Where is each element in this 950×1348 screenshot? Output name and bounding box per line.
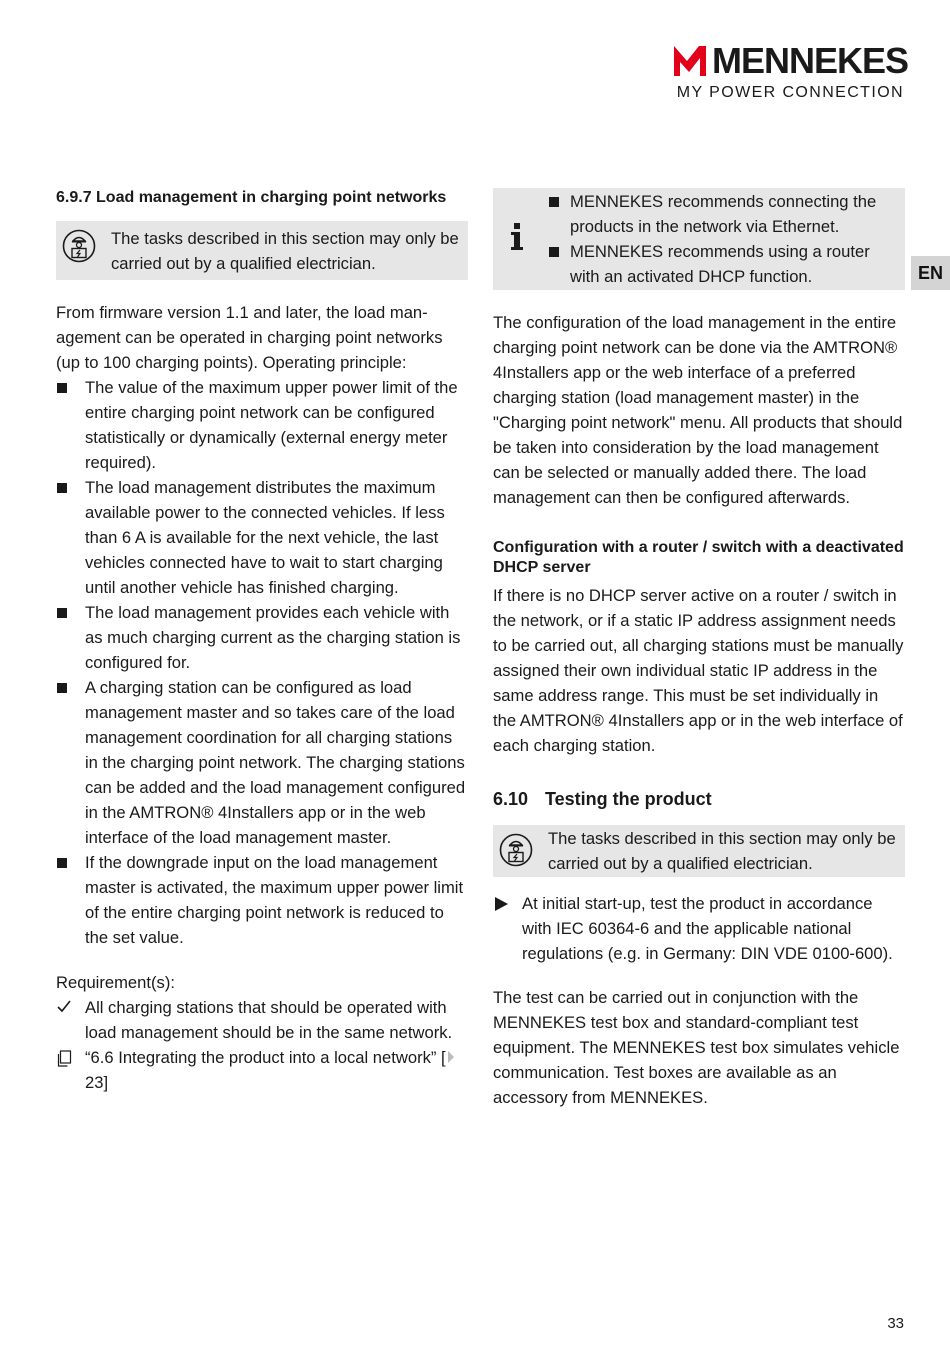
bullet-square-icon: [57, 683, 67, 693]
mennekes-logo-mark-icon: [674, 46, 706, 76]
dhcp-subheading: Configuration with a router / switch with a deactivated DHCP server: [493, 539, 904, 576]
brand-name: MENNEKES: [712, 40, 909, 81]
action-step: At initial start-up, test the product in accordance with IEC 60364-6 and the applicable national regulations (e.g. in Germany: DIN VDE 0100-600).: [493, 891, 905, 966]
intro-paragraph: From firmware version 1.1 and later, the load management can be operated in charging point networks (up to 100 charging points). Operating principle:: [56, 303, 443, 372]
qualified-electrician-notice: [493, 825, 905, 877]
info-icon: [508, 223, 526, 251]
dhcp-paragraph: If there is no DHCP server active on a router / switch in the network, or if a static IP address assignment needs to be carried out, all charging stations must be manually assigned their own individual static IP address in the same address range. This must be set individually in the AMTRON® 4Installers app or in the web interface of each charging station.: [493, 586, 904, 755]
brand-tagline: MY POWER CONNECTION: [676, 84, 904, 101]
checkmark-icon: [56, 1000, 72, 1014]
bullet-square-icon: [57, 383, 67, 393]
configuration-paragraph: The configuration of the load management in the entire charging point network can be done via the AMTRON® 4Installers app or the web interface of a preferred charging station (load management master) in the "Charging point network" menu. All products that should be taken into consideration by the load management can be selected or manually added there. The load management can then be configured afterwards.: [493, 313, 903, 507]
bullet-square-icon: [549, 247, 559, 257]
list-item: The load management provides each vehicle with as much charging current as the charging station is configured for.: [56, 600, 468, 675]
language-tab: EN: [911, 256, 950, 290]
test-box-paragraph: The test can be carried out in conjunction with the MENNEKES test box and standard-compliant test equipment. The MENNEKES test box simulates vehicle communication. Test boxes are available as an accessory from MENNEKES.: [493, 988, 900, 1107]
electrician-icon: [62, 229, 96, 263]
list-item: A charging station can be configured as load management master and so takes care of the load management coordination for all charging stations in the charging point network. The charging stations can be added and the load management configured in the AMTRON® 4Installers app or in the web interface of the load management master.: [56, 675, 468, 850]
operating-principle-list: [56, 375, 468, 950]
mennekes-logo: [674, 40, 909, 104]
section-heading-testing: 6.10 Testing the product: [493, 789, 712, 809]
list-item: MENNEKES recommends using a router with an activated DHCP function.: [548, 239, 899, 289]
bullet-square-icon: [57, 858, 67, 868]
bullet-square-icon: [549, 197, 559, 207]
requirements-label: Requirement(s):: [56, 973, 175, 992]
list-item: The value of the maximum upper power limit of the entire charging point network can be configured statistically or dynamically (external energy meter required).: [56, 375, 468, 475]
list-item: If the downgrade input on the load management master is activated, the maximum upper power limit of the entire charging point network is reduced to the set value.: [56, 850, 468, 950]
page-arrow-icon: [448, 1051, 454, 1063]
section-heading-load-management: 6.9.7 Load management in charging point networks: [56, 189, 447, 206]
bullet-square-icon: [57, 608, 67, 618]
cross-reference-link[interactable]: “6.6 Integrating the product into a local network” [ 23]: [85, 1048, 456, 1092]
action-steps: [493, 891, 905, 966]
requirements-list: [56, 995, 468, 1095]
document-reference-icon: [56, 1050, 72, 1067]
bullet-square-icon: [57, 483, 67, 493]
qualified-electrician-notice: [56, 221, 468, 280]
info-notice: [493, 188, 905, 290]
right-column: [493, 188, 905, 1110]
info-list: [493, 189, 905, 289]
list-item: [56, 1045, 468, 1095]
list-item: MENNEKES recommends connecting the products in the network via Ethernet.: [548, 189, 899, 239]
electrician-icon: [499, 833, 533, 867]
list-item: The load management distributes the maximum available power to the connected vehicles. If less than 6 A is available for the next vehicle, the last vehicles connected have to wait to start charging until another vehicle has finished charging.: [56, 475, 468, 600]
notice-text: The tasks described in this section may only be carried out by a qualified electrician.: [111, 229, 459, 273]
action-arrow-icon: [495, 897, 508, 911]
list-item: All charging stations that should be operated with load management should be in the same network.: [56, 995, 468, 1045]
left-column: [56, 188, 468, 1095]
notice-text: The tasks described in this section may only be carried out by a qualified electrician.: [548, 829, 896, 873]
page-number: 33: [887, 1315, 904, 1332]
